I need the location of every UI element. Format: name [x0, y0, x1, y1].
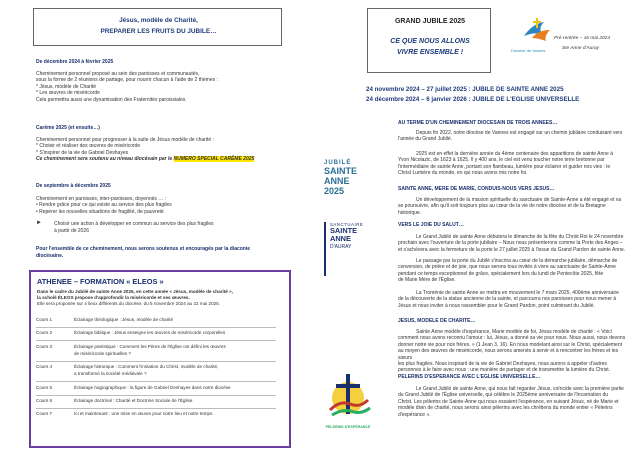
s3-arrow-line1: Choisir une action à développer en commun au service des plus fragiles [54, 221, 214, 227]
pilgrims-cross-icon [320, 370, 376, 420]
h2: SAINTE ANNE, MERE DE MARIE, CONDUIS-NOUS VERS JESUS… [398, 186, 555, 192]
p3-line: historique. [398, 209, 422, 216]
p7-line: personnes à le faire avec nous : une manière de partager et de transmettre la lumière du Christ. [398, 367, 611, 374]
course-divider [36, 381, 276, 382]
jubilee-year: 2025 [324, 186, 345, 196]
p8-line: Le Grand Jubilé de sainte Anne, qui nous fait regarder Jésus, coïncide avec la première partie [416, 386, 624, 392]
s2-body [36, 137, 306, 163]
p6-line: La Troménie de sainte Anne se mettra en mouvement le 7 mars 2025, 400ème anniversaire [416, 290, 619, 296]
p5-line: pendant ce temps exceptionnel de grâce, spécialement lors du lundi de Pentecôte 2025, fête [398, 270, 604, 277]
p5-line: conversion, de prière et de joie, que nous serons tous invités à vivre au sanctuaire de Sainte-Anne [398, 264, 616, 271]
p2 [398, 151, 628, 177]
course-divider [36, 361, 276, 362]
p2-line: Yvon Nicolazic, de 1623 à 1625. Il y 400 ans, le ciel est venu toucher notre terre bretonne par [398, 157, 605, 164]
course-divider [36, 327, 276, 328]
p6-line: Jésus et nous inviter à nous rassembler pour le Grand Pardon, point culminant du Jubilé. [398, 302, 595, 309]
s3-arrow-line2: à partir de 2026 [54, 228, 90, 234]
athenee-title: ATHENEE – FORMATION « ELEOS » [37, 277, 164, 286]
s2-highlight-line [36, 156, 306, 162]
p1-line: l'année du Grand Jubilé. [398, 136, 453, 143]
p5 [398, 258, 628, 284]
s1-line: * Les œuvres de miséricorde [36, 90, 100, 97]
p5-line: de Marie Mère de l'Église. [398, 277, 456, 284]
p4-line: Le Grand Jubilé de sainte Anne débutera le dimanche de la fête du Christ Roi le 24 novembre [416, 234, 624, 240]
jubilee-word1: JUBILÉ [324, 160, 352, 166]
right-box-sub2: VIVRE ENSEMBLE ! [396, 49, 464, 56]
athenee-box [29, 270, 291, 448]
s2-line: Cheminement personnel pour progresser à la suite de Jésus modèle de charité : [36, 137, 214, 143]
date-line1: 24 novembre 2024 – 27 juillet 2025 : JUBILE DE SAINTE ANNE 2025 [366, 86, 564, 93]
left-title-line1: Jésus, modèle de Charité, [119, 17, 198, 24]
s1-line: Cela permettra aussi une dynamisation des Fraternités paroissiales. [36, 96, 187, 103]
s3-line: • Rendre grâce pour ce qui existe au service des plus fragiles [36, 202, 172, 209]
s3-body [36, 196, 306, 215]
s1-line: sous la forme de 2 réunions de partage, pour nourrir chacun à l'aide de 2 thèmes : [36, 77, 218, 84]
course-divider [36, 340, 276, 341]
dove-cross-icon [520, 14, 554, 48]
meta-line1: Pré-rentrée – 16 mai 2024 [554, 36, 610, 41]
course-text: Éclairage patristique : Comment les Pères de l'Église ont défini les œuvres [74, 344, 226, 349]
p7-line: les plus fragiles. Nous inspirant de la vie de Gabriel Deshayes, nous aurons à appeler d'autres [398, 361, 607, 368]
p3-line: Un développement de la mission spirituelle du sanctuaire de Sainte-Anne a été engagé et va [416, 197, 622, 203]
arrow-icon: ► [36, 220, 42, 226]
sanctuary-logo [324, 222, 372, 276]
jubilee-logo [324, 160, 378, 214]
p7-line: Sainte Anne modèle d'espérance, Marie modèle de foi, Jésus modèle de charité : « Voici [416, 329, 612, 335]
course-number: Cours 5 [36, 385, 53, 390]
course-number: Cours 1 [36, 317, 53, 322]
p3 [398, 197, 628, 216]
p4-line: et s'achèvera avec la fermeture de la porte le 27 juillet 2025 à l'issue du Grand Pardon de sainte Anne. [398, 246, 626, 253]
course-text: Éclairage historique : Comment l'imitation du Christ, modèle de charité, [74, 364, 219, 369]
s3-heading: De septembre à décembre 2025 [36, 183, 111, 189]
h3: VERS LE JOIE DU SALUT… [398, 222, 464, 228]
p2-line: l'intermédiaire de sainte Anne, portant son flambeau, lumière pour éclairer et guider nos vies : le [398, 163, 611, 170]
jubilee-word3: ANNE [324, 176, 350, 186]
course-number: Cours 3 [36, 344, 53, 349]
s3-line: Cheminement en paroisses, inter-paroisses, doyennés … : [36, 196, 167, 202]
athenee-intro-line3: Elle sera proposée sur 4 lieux différents du diocèse, du 5 novembre 2024 au 22 mai 2025. [37, 301, 221, 306]
s1-line: * Jésus, modèle de Charité [36, 83, 97, 90]
meta-line2: Ste Anne d'Auray [562, 46, 600, 51]
p7-line: au moyen des œuvres de miséricorde, nous serons amenés à servir et à rencontrer les frères et les sœurs [398, 348, 619, 361]
h1: AU TERME D'UN CHEMINEMENT DIOCESAIN DE TROIS ANNEES… [398, 120, 558, 126]
s1-body [36, 71, 296, 103]
course-text: Éclairage biblique : Jésus enseigne les œuvres de miséricorde corporelles [74, 330, 226, 335]
course-divider [36, 408, 276, 409]
sanctuary-line2: SAINTE [330, 226, 358, 235]
s1-line: Cheminement personnel proposé au sein des paroisses et communautés, [36, 71, 200, 77]
course-text: Éclairage hagiographique : la figure de Gabriel Deshayes dans notre diocèse [74, 385, 231, 390]
p7 [398, 329, 628, 374]
athenee-intro-line1: Dans le cadre du Jubilé de sainte Anne 2025, en cette année « Jésus, modèle de charité », [37, 289, 233, 294]
s3-line: • Repérer les nouvelles situations de fragilité, de pauvreté [36, 208, 164, 215]
h5: PELERINS D'ESPERANCE AVEC L'EGLISE UNIVERSELLE… [398, 374, 541, 380]
p1-line: Depuis fin 2022, notre diocèse de Vannes est engagé sur un chemin jubilaire conduisant vers [416, 130, 623, 136]
left-title-line2: PREPARER LES FRUITS DU JUBILE… [100, 28, 217, 35]
p8-line: modèle divin de charité, nous serons ainsi pèlerins avec les chrétiens du monde entier « Pèlerins [398, 405, 613, 412]
p3-line: se poursuivre, afin qu'il soit toujours plus au cœur de la vie de notre diocèse et de la Bretagne [398, 203, 606, 210]
diocese-logo-caption: Diocèse de Vannes [511, 48, 546, 53]
course-text-cont: de miséricorde spirituelles ? [74, 351, 131, 356]
special-issue-highlight: NUMERO SPECIAL CARÊME 2025 [173, 156, 255, 163]
course-text: Éclairage doctrinal : Charité et Doctrine Sociale de l'Église. [74, 398, 194, 403]
p2-line: Christ Lumière du monde, en qui nous avons mis notre foi. [398, 170, 528, 177]
p8-line: Christ. Les pèlerins de Sainte-Anne qui nous essaient l'espérance, en suivant Jésus, né de Marie et [398, 398, 619, 405]
course-number: Cours 7 [36, 411, 53, 416]
s2-highlight-prefix: Ce cheminement sera soutenu au niveau diocésain par le [36, 156, 174, 163]
course-text: Éclairage théologique : Jésus, modèle de charité [74, 317, 174, 322]
course-text-cont: a transformé la société médiévale ? [74, 371, 147, 376]
s2-heading: Carême 2025 (et ensuite…) [36, 125, 100, 131]
course-text: Ici et maintenant : une mise en œuvre pour notre lieu et notre temps [74, 411, 213, 416]
course-number: Cours 6 [36, 398, 53, 403]
s3-support-line2: diocésaine. [36, 253, 64, 259]
pilgrims-caption: PÈLERINS D'ESPÉRANCE [325, 425, 371, 429]
sanctuary-line1: SANCTUAIRE [330, 222, 364, 227]
p6 [398, 290, 628, 309]
p2-line: 2025 est en effet la dernière année du 4ème centenaire des apparitions de sainte Anne à [416, 151, 613, 157]
pilgrims-logo [320, 370, 376, 432]
p7-line: comment nous avons reconnu l'amour : lui, Jésus, a donné sa vie pour nous. Nous aussi, nous devons [398, 335, 626, 342]
s3-support-line1: Pour l'ensemble de ce cheminement, nous serons soutenus et encouragés par la diaconie [36, 246, 251, 252]
right-box-sub1: CE QUE NOUS ALLONS [390, 38, 470, 45]
course-divider [36, 395, 276, 396]
date-line2: 24 décembre 2024 – 6 janvier 2026 : JUBILE DE L'EGLISE UNIVERSELLE [366, 96, 580, 103]
course-number: Cours 2 [36, 330, 53, 335]
right-box-title: GRAND JUBILE 2025 [394, 18, 466, 25]
p5-line: Le passage par la porte du Jubilé s'inscrira au cœur de la démarche jubilaire, démarche de [416, 258, 618, 264]
p4-line: prochain avec l'ouverture de la porte jubilaire – Nous nous présenterons comme la Porte des Anges – [398, 240, 623, 247]
right-title-box [367, 8, 491, 73]
course-number: Cours 4 [36, 364, 53, 369]
p6-line: de la découverte de la statue ancienne de la sainte, et parcourra nos paroisses pour nous mener à [398, 296, 617, 303]
p8 [398, 386, 628, 418]
s2-line: * S'inspirer de la vie de Gabriel Deshayes [36, 149, 129, 156]
h4: JESUS, MODELE DE CHARITE… [398, 318, 476, 324]
s1-heading: De décembre 2024 à février 2025 [36, 59, 114, 65]
p7-line: donner notre vie pour nos frères. » (1 Jean 3, 16). En nous modelant ainsi sur le Christ, spécialement [398, 341, 623, 348]
left-title-box [33, 8, 282, 46]
sanctuary-line3: ANNE [330, 234, 351, 244]
p4 [398, 234, 628, 253]
diocese-logo [520, 14, 554, 48]
s2-line: * Choisir et réaliser des œuvres de miséricorde [36, 143, 141, 150]
athenee-intro-line2: la scholé ÉLEOS propose d'approfondir la miséricorde et ses œuvres. [37, 295, 190, 300]
p8-line: du Grand Jubilé de l'Église universelle, qui célèbre le 2025ème anniversaire de l'Incarnation du [398, 392, 609, 399]
right-page [318, 0, 636, 450]
p8-line: d'espérance ». [398, 411, 431, 418]
p1 [398, 130, 628, 143]
sanctuary-line4: D'AURAY [330, 243, 352, 250]
jubilee-word2: SAINTE [324, 166, 358, 176]
